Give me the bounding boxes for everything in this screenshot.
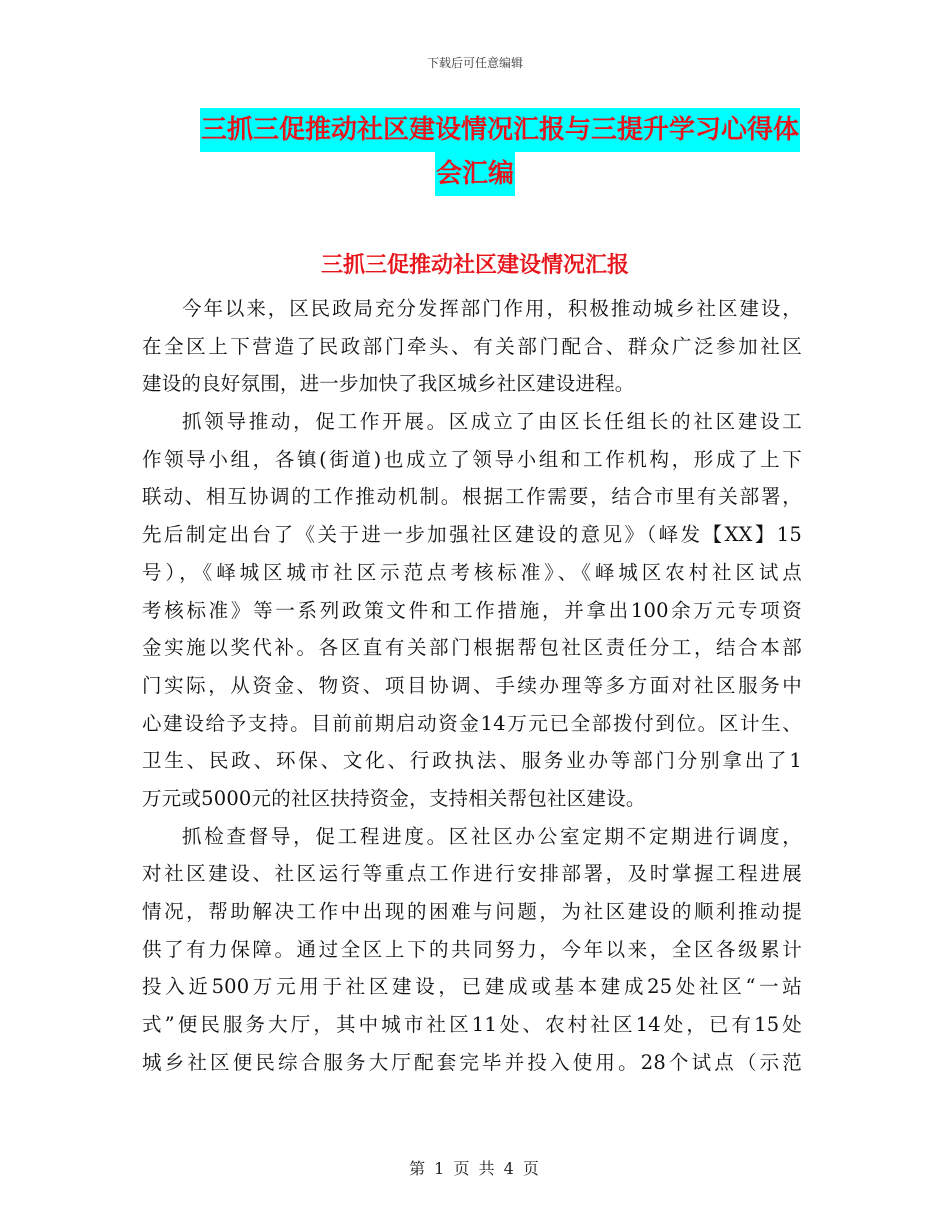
header-note: 下载后可任意编辑 [426, 56, 523, 70]
text-line: 供了有力保障。通过全区上下的共同努力，今年以来，全区各级累计 [142, 937, 802, 961]
text-line: 作领导小组，各镇(街道)也成立了领导小组和工作机构，形成了上下 [142, 447, 802, 471]
text-line: 式”便民服务大厅，其中城市社区11处、农村社区14处，已有15处 [142, 1013, 802, 1037]
paragraph-3 [142, 818, 802, 1082]
text-line: 情况，帮助解决工作中出现的困难与问题，为社区建设的顺利推动提 [142, 900, 802, 923]
text-line: 抓领导推动，促工作开展。区成立了由区长任组长的社区建设工 [182, 410, 802, 434]
text-line: 号），《峄城区城市社区示范点考核标准》、《峄城区农村社区试点 [142, 560, 802, 584]
text-line: 今年以来，区民政局充分发挥部门作用，积极推动城乡社区建设， [182, 297, 802, 320]
document-title-line-2: 会汇编 [435, 152, 515, 196]
text-line: 卫生、民政、环保、文化、行政执法、服务业办等部门分别拿出了1 [142, 749, 802, 773]
text-line: 投入近500万元用于社区建设，已建成或基本建成25处社区“一站 [142, 975, 802, 999]
text-line: 城乡社区便民综合服务大厅配套完毕并投入使用。28个试点（示范 [142, 1050, 802, 1074]
text-line: 先后制定出台了《关于进一步加强社区建设的意见》（峄发【XX】15 [142, 523, 802, 547]
text-line: 建设的良好氛围，进一步加快了我区城乡社区建设进程。 [142, 372, 635, 396]
text-line: 万元或5000元的社区扶持资金，支持相关帮包社区建设。 [142, 786, 646, 810]
paragraph-2 [142, 403, 802, 818]
document-title-line-1: 三抓三促推动社区建设情况汇报与三提升学习心得体 [200, 108, 800, 152]
document-title [0, 108, 950, 196]
body-text [142, 290, 802, 1081]
section-title: 三抓三促推动社区建设情况汇报 [320, 253, 629, 278]
text-line: 联动、相互协调的工作推动机制。根据工作需要，结合市里有关部署， [142, 485, 802, 509]
text-line: 考核标准》等一系列政策文件和工作措施，并拿出100余万元专项资 [142, 598, 802, 622]
page-footer: 第 1 页 共 4 页 [409, 1159, 541, 1178]
text-line: 门实际，从资金、物资、项目协调、手续办理等多方面对社区服务中 [142, 673, 802, 697]
text-line: 金实施以奖代补。各区直有关部门根据帮包社区责任分工，结合本部 [142, 636, 802, 660]
text-line: 在全区上下营造了民政部门牵头、有关部门配合、群众广泛参加社区 [142, 334, 802, 358]
text-line: 心建设给予支持。目前前期启动资金14万元已全部拨付到位。区计生、 [142, 711, 802, 735]
text-line: 对社区建设、社区运行等重点工作进行安排部署，及时掌握工程进展 [142, 862, 802, 886]
paragraph-1 [142, 290, 802, 403]
text-line: 抓检查督导，促工程进度。区社区办公室定期不定期进行调度， [182, 824, 802, 848]
